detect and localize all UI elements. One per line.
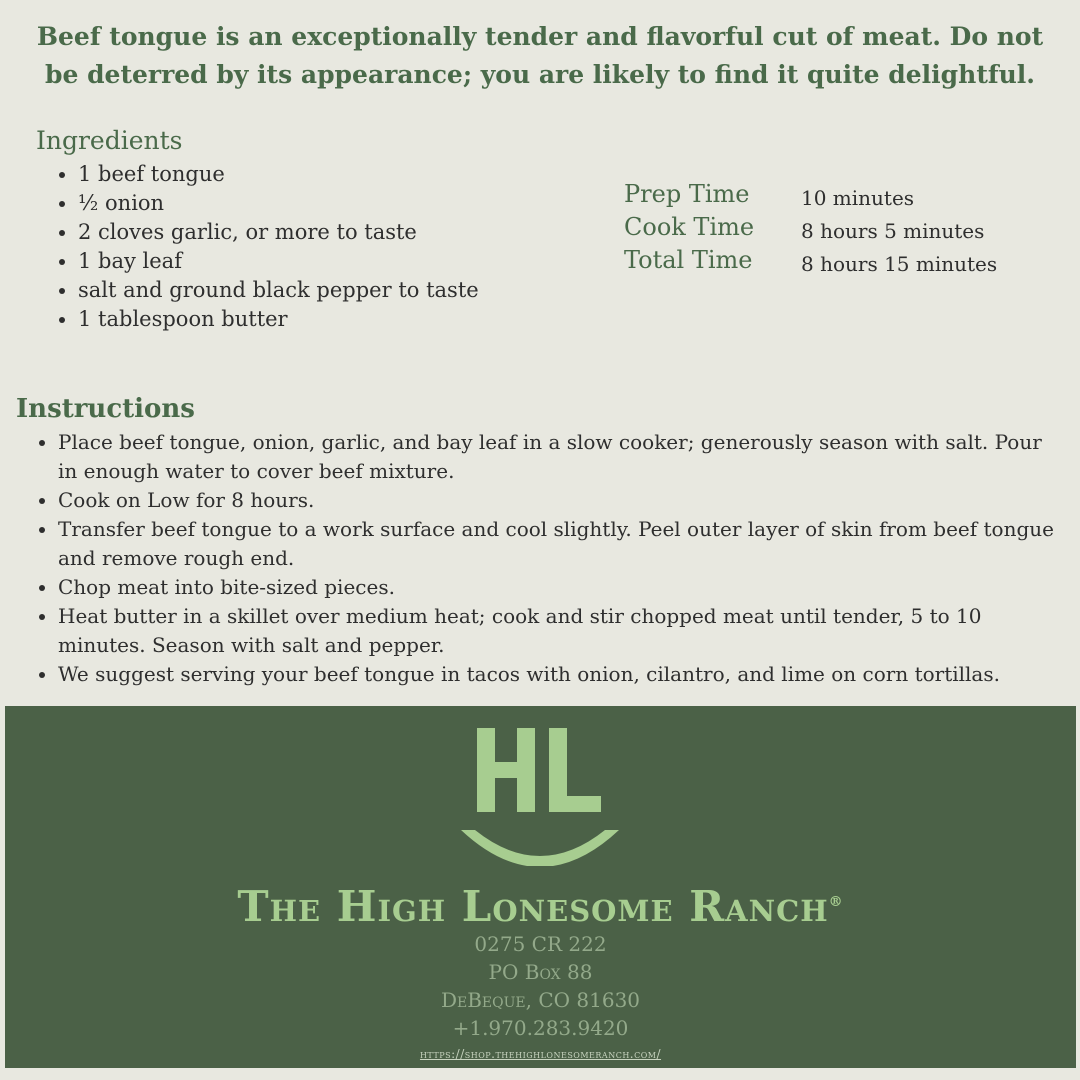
address-line: PO Box 88 — [488, 960, 593, 984]
ingredient-item: • salt and ground black pepper to taste — [78, 276, 638, 305]
ingredient-item: • 2 cloves garlic, or more to taste — [78, 218, 638, 247]
address-line: 0275 CR 222 — [474, 932, 607, 956]
total-time-row — [624, 246, 1064, 279]
instruction-step: • Place beef tongue, onion, garlic, and bay leaf in a slow cooker; generously season with salt. Pour in enough water to cover beef mixture. — [58, 428, 1058, 486]
ingredient-item: • 1 bay leaf — [78, 247, 638, 276]
instructions-heading: Instructions — [16, 394, 195, 424]
instructions-list — [8, 428, 1058, 689]
ingredient-item: • 1 beef tongue — [78, 160, 638, 189]
cook-time-row — [624, 213, 1064, 246]
hl-smile-logo — [455, 726, 625, 866]
ingredients-list — [28, 160, 638, 334]
cook-time-label: Cook Time — [624, 213, 755, 241]
instruction-step: • We suggest serving your beef tongue in tacos with onion, cilantro, and lime on corn tortillas. — [58, 660, 1058, 689]
prep-time-value: 10 minutes — [801, 186, 915, 210]
address-block — [5, 930, 1076, 1042]
brand-name — [5, 882, 1076, 931]
recipe-times — [624, 180, 1064, 279]
brand-name-text: The High Lonesome Ranch — [237, 882, 829, 931]
intro-text: Beef tongue is an exceptionally tender and flavorful cut of meat. Do not be deterred by its appearance; you are likely to find it quite delightful. — [36, 22, 1044, 89]
total-time-label: Total Time — [624, 246, 753, 274]
ranch-footer — [5, 706, 1076, 1068]
ingredients-heading: Ingredients — [36, 126, 183, 155]
instruction-step: • Chop meat into bite-sized pieces. — [58, 573, 1058, 602]
address-line: DeBeque, CO 81630 — [440, 988, 641, 1012]
instruction-step: • Heat butter in a skillet over medium heat; cook and stir chopped meat until tender, 5 to 10 minutes. Season with salt and pepper. — [58, 602, 1058, 660]
phone-number: +1.970.283.9420 — [452, 1016, 629, 1040]
ingredient-item: • 1 tablespoon butter — [78, 305, 638, 334]
registered-mark: ® — [828, 894, 844, 910]
shop-link[interactable]: https://shop.thehighlonesomeranch.com/ — [419, 1047, 662, 1061]
instruction-step: • Transfer beef tongue to a work surface and cool slightly. Peel outer layer of skin from beef tongue and remove rough end. — [58, 515, 1058, 573]
cook-time-value: 8 hours 5 minutes — [801, 219, 985, 243]
prep-time-row — [624, 180, 1064, 213]
instruction-step: • Cook on Low for 8 hours. — [58, 486, 1058, 515]
prep-time-label: Prep Time — [624, 180, 750, 208]
total-time-value: 8 hours 15 minutes — [801, 252, 998, 276]
ingredient-item: • ½ onion — [78, 189, 638, 218]
